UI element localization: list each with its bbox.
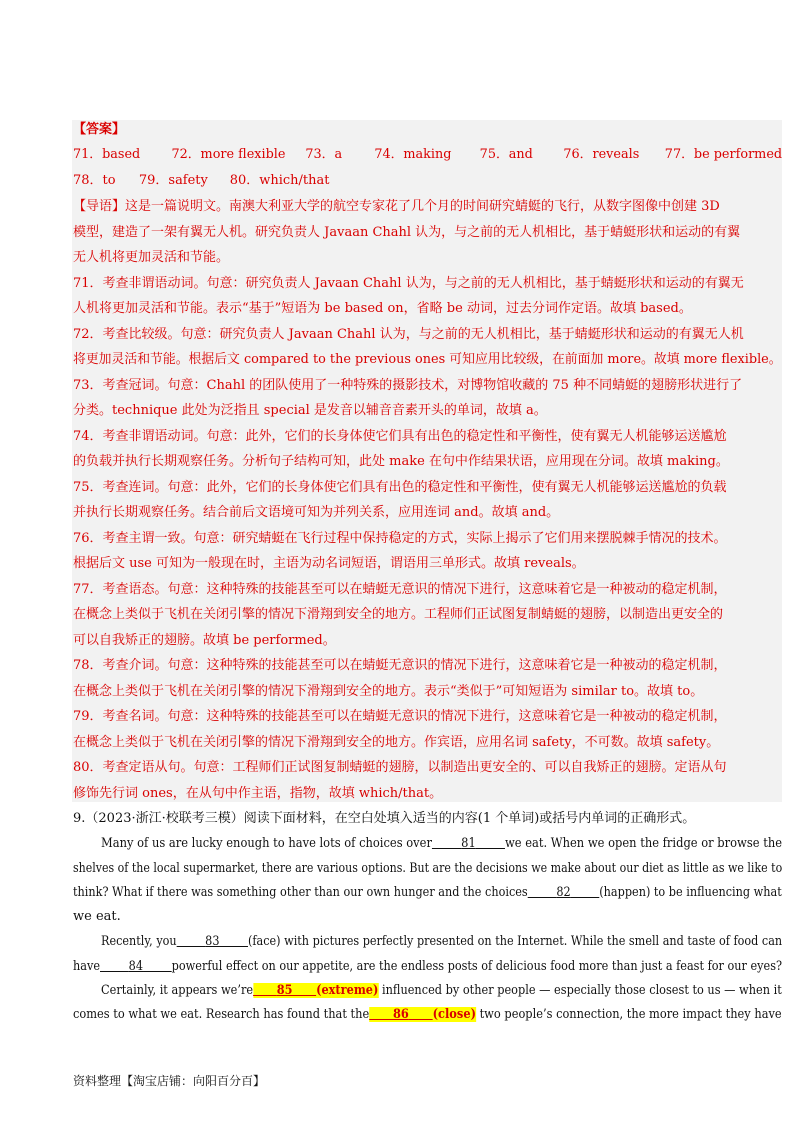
passage-p3-line-1: Certainly, it appears we’re 85 (extreme) influenced by other people — especially those closest to us — when it [101,983,782,998]
answer-80: 80．which/that [229,173,330,188]
answer-heading: 【答案】 [73,122,126,137]
footer-source: 资料整理【淘宝店铺：向阳百分百】 [73,1074,266,1088]
explanation-line: 在概念上类似于飞机在关闭引擎的情况下滑翔到安全的地方。作宾语，应用名词 safety，不可数。故填 safety。 [73,735,720,750]
intro-line-1: 【导语】这是一篇说明文。南澳大利亚大学的航空专家花了几个月的时间研究蜻蜓的飞行，从数字图像中创建 3D [73,199,720,214]
answer-72: 72．more flexible [171,147,286,162]
explanation-line: 修饰先行词 ones，在从句中作主语，指物，故填 which/that。 [73,786,443,801]
explanation-line: 76．考查主谓一致。句意：研究蜻蜓在飞行过程中保持稳定的方式，实际上揭示了它们用来摆脱棘手情况的技术。 [73,531,727,546]
explanation-line: 80．考查定语从句。句意：工程师们正试图复制蜻蜓的翅膀，以制造出更安全的、可以自我矫正的翅膀。定语从句 [73,760,727,775]
passage-p1-line-3: think? What if there was something other than our own hunger and the choices 82 (happen) to be influencing what [73,885,782,900]
intro-line-3: 无人机将更加灵活和节能。 [73,250,230,265]
answer-77: 77．be performed [664,147,783,162]
passage-p1-line-1: Many of us are lucky enough to have lots of choices over 81 we eat. When we open the fridge or browse the [101,836,783,851]
explanation-line: 72．考查比较级。句意：研究负责人 Javaan Chahl 认为，与之前的无人机相比，基于蜻蜓形状和运动的有翼无人机 [73,327,744,342]
explanation-line: 可以自我矫正的翅膀。故填 be performed。 [73,633,336,648]
explanation-line: 79．考查名词。句意：这种特殊的技能甚至可以在蜻蜓无意识的情况下进行，这意味着它是一种被动的稳定机制， [73,709,727,724]
explanation-line: 人机将更加灵活和节能。表示“基于”短语为 be based on，省略 be 动词，过去分词作定语。故填 based。 [73,301,692,316]
answer-75: 75．and [479,147,533,162]
blank-86: 86 (close) [369,1007,476,1022]
answers-row-2 [73,172,782,190]
explanation-line: 根据后文 use 可知为一般现在时，主语为动名词短语，谓语用三单形式。故填 reveals。 [73,556,585,571]
answers-row-1 [73,146,783,164]
passage-p2-line-1: Recently, you 83 (face) with pictures perfectly presented on the Internet. While the smell and taste of food can [101,934,783,949]
explanation-line: 74．考查非谓语动词。句意：此外，它们的长身体使它们具有出色的稳定性和平衡性，使有翼无人机能够运送尴尬 [73,429,727,444]
explanation-line: 75．考查连词。句意：此外，它们的长身体使它们具有出色的稳定性和平衡性，使有翼无人机能够运送尴尬的负载 [73,480,727,495]
explanation-line: 77．考查语态。句意：这种特殊的技能甚至可以在蜻蜓无意识的情况下进行，这意味着它是一种被动的稳定机制， [73,582,727,597]
answer-79: 79．safety [138,173,208,188]
blank-84: 84 [128,959,144,974]
intro-line-2: 模型，建造了一架有翼无人机。研究负责人 Javaan Chahl 认为，与之前的无人机相比，基于蜻蜓形状和运动的有翼 [73,225,741,240]
passage-p3-line-2: comes to what we eat. Research has found that the 86 (close) two people’s connection, the more impact they have [73,1007,782,1022]
passage-p1-line-2: shelves of the local supermarket, there are various options. But are the decisions we make about our diet as little as we like to [73,861,783,876]
explanation-line: 并执行长期观察任务。结合前后文语境可知为并列关系，应用连词 and。故填 and。 [73,505,560,520]
explanation-line: 在概念上类似于飞机在关闭引擎的情况下滑翔到安全的地方。工程师们正试图复制蜻蜓的翅膀，以制造出更安全的 [73,607,724,622]
blank-83: 83 [205,934,220,949]
question-heading: 9.（2023·浙江·校联考三模）阅读下面材料，在空白处填入适当的内容(1 个单词)或括号内单词的正确形式。 [73,811,696,826]
answer-71: 71．based [73,147,141,162]
explanation-line: 的负载并执行长期观察任务。分析句子结构可知，此处 make 在句中作结果状语，应用现在分词。故填 making。 [73,454,729,469]
explanation-line: 73．考查冠词。句意：Chahl 的团队使用了一种特殊的摄影技术，对博物馆收藏的 75 种不同蜻蜓的翅膀形状进行了 [73,378,743,393]
blank-85: 85 (extreme) [253,983,378,998]
explanation-line: 分类。technique 此处为泛指且 special 是发音以辅音音素开头的单词，故填 a。 [73,403,547,418]
answer-73: 73．a [305,147,343,162]
answer-76: 76．reveals [563,147,640,162]
blank-82: 82 [556,885,571,900]
explanation-line: 71．考查非谓语动词。句意：研究负责人 Javaan Chahl 认为，与之前的无人机相比，基于蜻蜓形状和运动的有翼无 [73,276,744,291]
passage-p2-line-2: have 84 powerful effect on our appetite, are the endless posts of delicious food more than just a feast for our eyes? [73,959,783,974]
explanation-line: 78．考查介词。句意：这种特殊的技能甚至可以在蜻蜓无意识的情况下进行，这意味着它是一种被动的稳定机制， [73,658,727,673]
answer-74: 74．making [374,147,452,162]
explanation-line: 在概念上类似于飞机在关闭引擎的情况下滑翔到安全的地方。表示“类似于”可知短语为 similar to。故填 to。 [73,684,704,699]
answer-78: 78．to [73,173,116,188]
explanation-line: 将更加灵活和节能。根据后文 compared to the previous ones 可知应用比较级，在前面加 more。故填 more flexible。 [73,352,782,367]
blank-81: 81 [461,836,476,851]
passage-p1-line-4: we eat. [73,909,121,924]
